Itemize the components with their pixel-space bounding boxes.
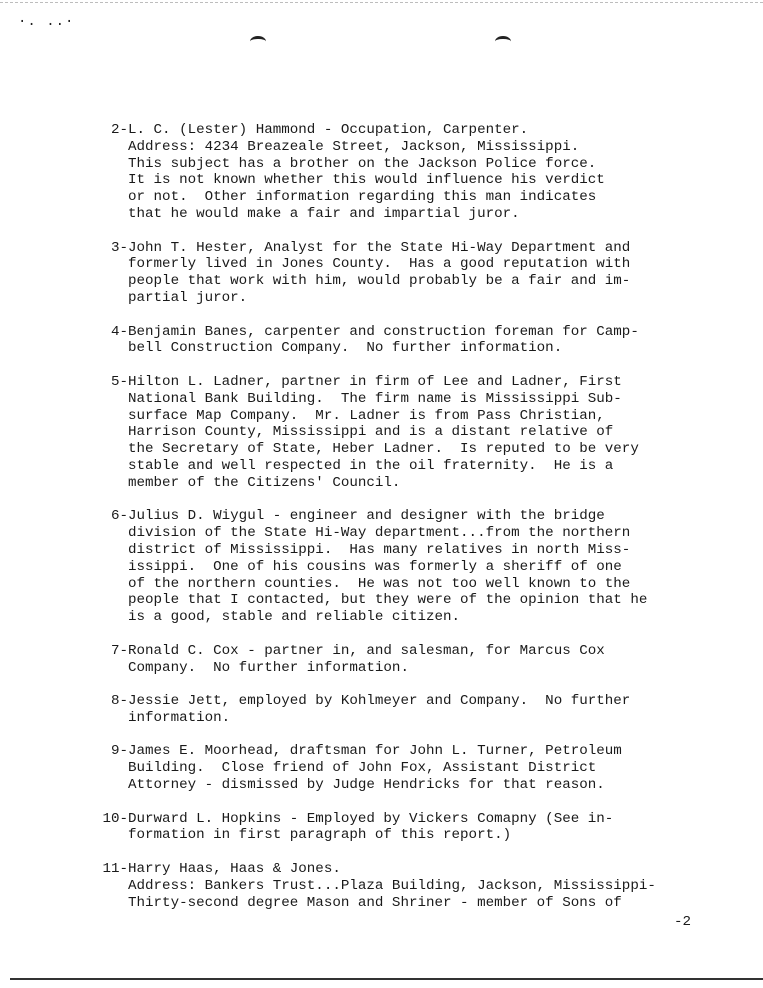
list-item <box>90 324 730 358</box>
text-line: bell Construction Company. No further information. <box>128 340 563 357</box>
list-item <box>90 508 730 626</box>
text-line: James E. Moorhead, draftsman for John L. Turner, Petroleum <box>128 743 622 760</box>
juror-list <box>90 122 730 911</box>
text-line: the Secretary of State, Heber Ladner. Is reputed to be very <box>128 441 639 458</box>
text-line: stable and well respected in the oil fraternity. He is a <box>128 457 614 474</box>
item-text <box>128 861 730 911</box>
text-line: formerly lived in Jones County. Has a good reputation with <box>128 256 631 273</box>
binder-hole-mark-left <box>250 36 266 47</box>
text-line: surface Map Company. Mr. Ladner is from Pass Christian, <box>128 407 605 424</box>
list-item <box>90 240 730 307</box>
list-item <box>90 374 730 492</box>
item-text <box>128 324 730 358</box>
text-line: Attorney - dismissed by Judge Hendricks for that reason. <box>128 777 605 794</box>
item-text <box>128 743 730 793</box>
list-item <box>90 643 730 677</box>
text-line: National Bank Building. The firm name is Mississippi Sub- <box>128 390 622 407</box>
item-number: 6- <box>110 508 128 525</box>
text-line: Address: Bankers Trust...Plaza Building, Jackson, Mississippi- <box>128 877 656 894</box>
text-line: that he would make a fair and impartial juror. <box>128 205 520 222</box>
text-line: Harry Haas, Haas & Jones. <box>128 861 341 878</box>
list-item <box>90 861 730 911</box>
list-item <box>90 122 730 223</box>
list-item <box>90 743 730 793</box>
text-line: people that work with him, would probably be a fair and im- <box>128 273 631 290</box>
corner-marks: ·. ..· <box>18 14 75 30</box>
text-line: Julius D. Wiygul - engineer and designer with the bridge <box>128 508 605 525</box>
page-number: -2 <box>673 914 691 930</box>
text-line: division of the State Hi-Way department...from the northern <box>128 525 631 542</box>
text-line: issippi. One of his cousins was formerly a sheriff of one <box>128 558 622 575</box>
text-line: district of Mississippi. Has many relatives in north Miss- <box>128 541 631 558</box>
item-number: 11- <box>102 861 128 878</box>
text-line: Durward L. Hopkins - Employed by Vickers Comapny (See in- <box>128 810 614 827</box>
text-line: This subject has a brother on the Jackson Police force. <box>128 155 597 172</box>
text-line: people that I contacted, but they were of the opinion that he <box>128 592 648 609</box>
item-text <box>128 693 730 727</box>
item-text <box>128 122 730 223</box>
item-text <box>128 508 730 626</box>
text-line: Building. Close friend of John Fox, Assistant District <box>128 760 597 777</box>
text-line: Company. No further information. <box>128 659 409 676</box>
text-line: member of the Citizens' Council. <box>128 474 401 491</box>
text-line: Address: 4234 Breazeale Street, Jackson, Mississippi. <box>128 138 580 155</box>
text-line: Jessie Jett, employed by Kohlmeyer and Company. No further <box>128 693 631 710</box>
top-page-border <box>0 2 763 3</box>
text-line: information. <box>128 709 231 726</box>
text-line: John T. Hester, Analyst for the State Hi-Way Department and <box>128 239 631 256</box>
text-line: partial juror. <box>128 289 248 306</box>
item-number: 2- <box>110 122 128 138</box>
item-text <box>128 374 730 492</box>
list-item <box>90 693 730 727</box>
item-text <box>128 811 730 845</box>
text-line: Ronald C. Cox - partner in, and salesman, for Marcus Cox <box>128 642 605 659</box>
text-line: is a good, stable and reliable citizen. <box>128 609 461 626</box>
text-line: Benjamin Banes, carpenter and construction foreman for Camp- <box>128 323 639 340</box>
item-text <box>128 240 730 307</box>
item-number: 8- <box>110 693 128 710</box>
item-number: 10- <box>102 810 128 827</box>
text-line: Hilton L. Ladner, partner in firm of Lee and Ladner, First <box>128 373 622 390</box>
bottom-page-rule <box>10 978 763 980</box>
binder-hole-mark-right <box>495 36 511 47</box>
item-number: 5- <box>110 373 128 390</box>
text-line: It is not known whether this would influence his verdict <box>128 172 605 189</box>
text-line: of the northern counties. He was not too well known to the <box>128 575 631 592</box>
item-text <box>128 643 730 677</box>
text-line: or not. Other information regarding this man indicates <box>128 189 597 206</box>
list-item <box>90 811 730 845</box>
item-number: 7- <box>110 642 128 659</box>
text-line: Thirty-second degree Mason and Shriner - member of Sons of <box>128 894 622 911</box>
text-line: formation in first paragraph of this report.) <box>128 827 512 844</box>
item-number: 4- <box>110 323 128 340</box>
item-number: 3- <box>110 239 128 256</box>
text-line: L. C. (Lester) Hammond - Occupation, Carpenter. <box>128 122 529 138</box>
text-line: Harrison County, Mississippi and is a distant relative of <box>128 424 614 441</box>
item-number: 9- <box>110 743 128 760</box>
